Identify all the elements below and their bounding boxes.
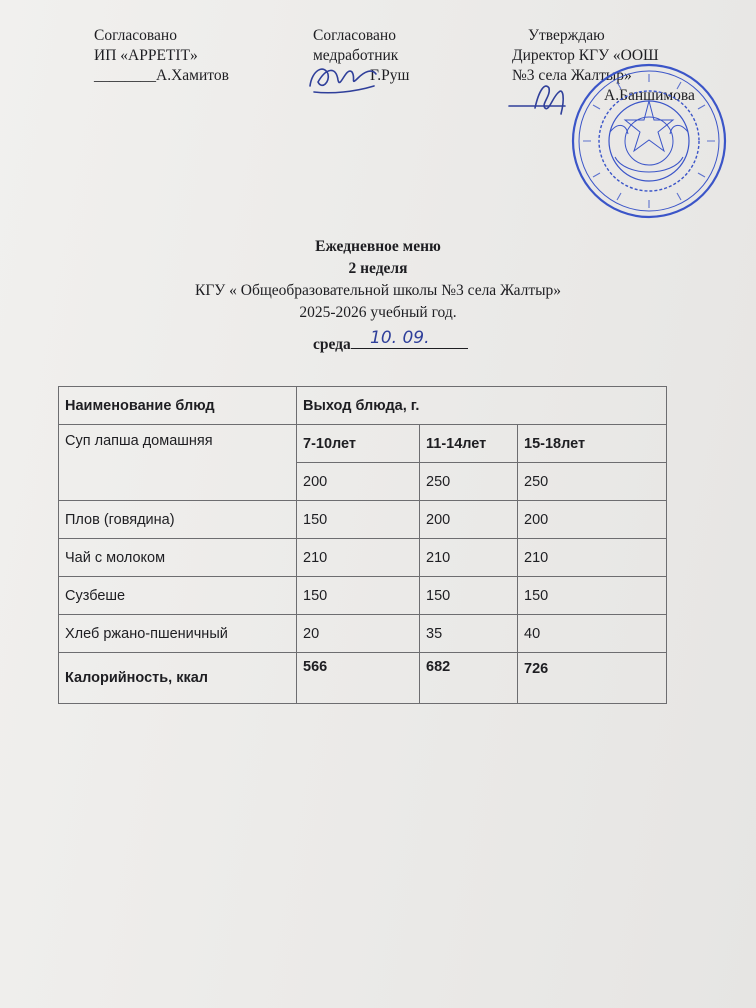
title-line1: Ежедневное меню	[315, 238, 441, 255]
header-middle-line2: медработник	[313, 47, 399, 64]
header-right-line1: Утверждаю	[528, 27, 605, 44]
header-left	[94, 26, 229, 86]
title-line2: 2 неделя	[348, 260, 408, 277]
dish-value: 150	[518, 577, 667, 615]
age-group-header: 11-14лет	[420, 425, 518, 463]
header-left-line2: ИП «APPETIT»	[94, 47, 198, 64]
dish-value: 40	[518, 615, 667, 653]
document-title	[0, 236, 756, 324]
total-value: 566	[297, 653, 420, 704]
dish-name: Хлеб ржано-пшеничный	[59, 615, 297, 653]
age-group-header: 7-10лет	[297, 425, 420, 463]
dish-value: 150	[297, 501, 420, 539]
dish-value: 250	[420, 463, 518, 501]
day-label: среда	[313, 336, 351, 353]
dish-name: Суп лапша домашняя	[59, 425, 297, 501]
total-label: Калорийность, ккал	[59, 653, 297, 704]
table-total-row	[59, 653, 667, 704]
dish-value: 200	[518, 501, 667, 539]
header-right-line2: Директор КГУ «ООШ	[512, 47, 659, 64]
table-header-row	[59, 387, 667, 425]
total-value: 682	[420, 653, 518, 704]
dish-value: 150	[297, 577, 420, 615]
dish-value: 250	[518, 463, 667, 501]
dish-name: Сузбеше	[59, 577, 297, 615]
dish-value: 210	[518, 539, 667, 577]
dish-value: 35	[420, 615, 518, 653]
official-seal-icon	[570, 62, 728, 220]
header-right-line3: №3 села Жалтыр»	[512, 67, 632, 84]
header-middle-line1: Согласовано	[313, 27, 396, 44]
col-output-header: Выход блюда, г.	[297, 387, 667, 425]
dish-value: 20	[297, 615, 420, 653]
dish-name: Плов (говядина)	[59, 501, 297, 539]
table-row	[59, 501, 667, 539]
menu-table	[58, 386, 667, 704]
title-line4: 2025-2026 учебный год.	[299, 304, 457, 321]
table-row	[59, 577, 667, 615]
dish-value: 200	[297, 463, 420, 501]
header-left-line3: ________А.Хамитов	[94, 67, 229, 84]
table-row	[59, 615, 667, 653]
medic-signature	[302, 56, 382, 100]
total-value: 726	[518, 653, 667, 704]
age-group-header: 15-18лет	[518, 425, 667, 463]
header-right-line4: А.Баншимова	[604, 87, 695, 104]
dish-value: 210	[420, 539, 518, 577]
dish-value: 200	[420, 501, 518, 539]
date-handwritten: 10. 09.	[370, 328, 430, 348]
dish-value: 150	[420, 577, 518, 615]
dish-value: 210	[297, 539, 420, 577]
dish-name: Чай с молоком	[59, 539, 297, 577]
table-row	[59, 539, 667, 577]
title-line3: КГУ « Общеобразовательной школы №3 села Жалтыр»	[194, 282, 562, 299]
header-left-line1: Согласовано	[94, 27, 177, 44]
header-middle-line3: Г.Руш	[370, 67, 410, 84]
table-row	[59, 425, 667, 463]
col-dish-header: Наименование блюд	[59, 387, 297, 425]
